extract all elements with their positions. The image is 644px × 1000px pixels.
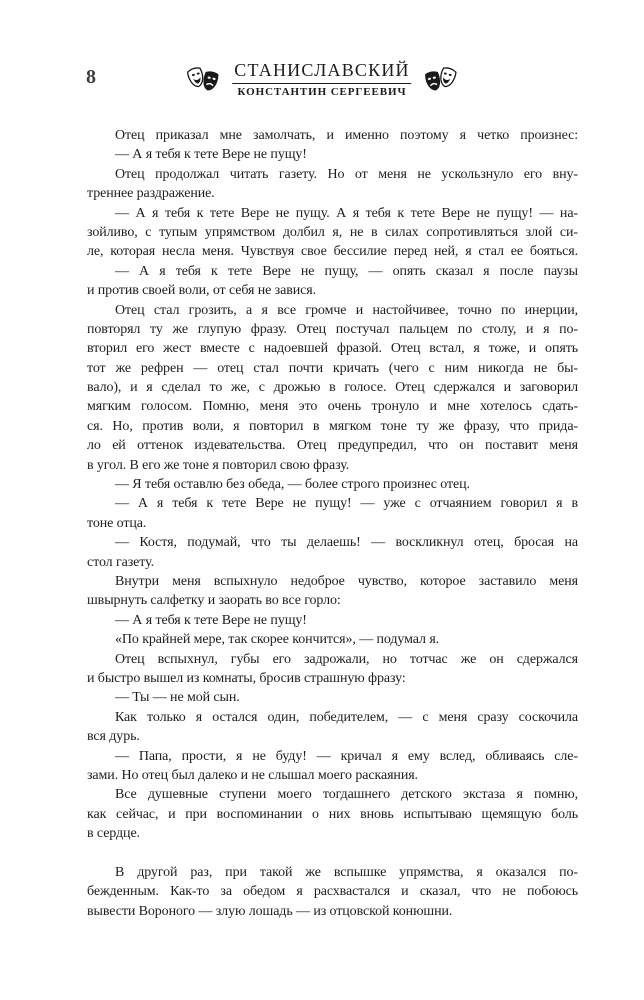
book-subtitle: КОНСТАНТИН СЕРГЕЕВИЧ	[237, 86, 407, 98]
text-line: «По крайней мере, так скорее кончится», — подумал я.	[115, 632, 440, 648]
paragraph	[87, 785, 578, 843]
paragraph	[87, 262, 578, 301]
paragraph	[87, 301, 578, 476]
text-line: — А я тебя к тете Вере не пущу. А я тебя к тете Вере не пущу! — на-	[115, 205, 578, 221]
text-line: Отец вспыхнул, губы его задрожали, но тотчас же он сдержался	[115, 651, 578, 667]
text-line: вся дурь.	[87, 729, 140, 745]
text-line: Все душевные ступени моего тогдашнего детского экстаза я помню,	[115, 787, 578, 803]
text-line: ле, которая несла меня. Чувствуя свое бессилие перед ней, я стал ее бояться.	[87, 244, 578, 260]
text-line: Отец продолжал читать газету. Но от меня не ускользнуло его вну-	[115, 166, 578, 182]
paragraph	[87, 165, 578, 204]
text-line: швырнуть салфетку и заорать во все горло:	[87, 593, 341, 609]
text-line: мягким голосом. Помню, меня это очень тронуло и мне хотелось сдать-	[87, 399, 578, 415]
text-line: и быстро вышел из комнаты, бросив страшную фразу:	[87, 670, 406, 686]
paragraph	[87, 145, 578, 164]
text-block	[87, 126, 578, 921]
paragraph	[87, 611, 578, 630]
paragraph	[87, 747, 578, 786]
text-line: В другой раз, при такой же вспышке упрямства, я оказался по-	[115, 864, 578, 880]
text-line: треннее раздражение.	[87, 186, 215, 202]
text-line: — А я тебя к тете Вере не пущу, — опять сказал я после паузы	[115, 263, 578, 279]
text-line: тот же рефрен — отец стал почти кричать (чего с ним никогда не бы-	[87, 360, 578, 376]
paragraph	[87, 494, 578, 533]
text-line: и против своей воли, от себя не завися.	[87, 283, 316, 299]
text-line: — А я тебя к тете Вере не пущу! — уже с отчаянием говорил я в	[115, 496, 578, 512]
paragraph	[87, 204, 578, 262]
text-line: вало), и я сделал то же, с дрожью в голосе. Отец сдержался и заговорил	[87, 380, 578, 396]
text-line: — Папа, прости, я не буду! — кричал я ему вслед, обливаясь сле-	[115, 748, 578, 764]
paragraph	[87, 863, 578, 921]
text-line: Внутри меня вспыхнуло недоброе чувство, которое заставило меня	[115, 573, 578, 589]
text-line: — Я тебя оставлю без обеда, — более строго произнес отец.	[115, 477, 470, 493]
text-line: — А я тебя к тете Вере не пущу!	[115, 147, 307, 163]
running-head-titles	[232, 60, 411, 98]
text-line: тоне отца.	[87, 515, 147, 531]
text-line: ся. Но, против воли, я повторил в мягком тоне ту же фразу, что прида-	[87, 418, 578, 434]
text-line: — Костя, подумай, что ты делаешь! — воскликнул отец, бросая на	[115, 535, 578, 551]
text-line: вторил его жест вместе с надоевшей фразой. Отец встал, я тоже, и опять	[87, 341, 578, 357]
theater-masks-left-icon	[183, 65, 223, 93]
text-line: повторял ту же глупую фразу. Отец постучал пальцем по столу, и я по-	[87, 321, 578, 337]
text-line: в угол. В его же тоне я повторил свою фразу.	[87, 457, 350, 473]
text-line: стол газету.	[87, 554, 154, 570]
text-line: в сердце.	[87, 826, 140, 842]
running-head	[183, 60, 460, 98]
text-line: — А я тебя к тете Вере не пущу!	[115, 612, 307, 628]
text-line: Отец приказал мне замолчать, и именно поэтому я четко произнес:	[115, 128, 578, 143]
text-line: бежденным. Как-то за обедом я расхвастался и сказал, что не побоюсь	[87, 884, 578, 900]
text-line: как сейчас, и при воспоминании о них вновь испытываю щемящую боль	[87, 806, 578, 822]
paragraph	[87, 688, 578, 707]
theater-masks-right-icon	[421, 65, 461, 93]
page-number: 8	[86, 66, 96, 88]
paragraph	[87, 572, 578, 611]
text-line: — Ты — не мой сын.	[115, 690, 240, 706]
paragraph	[87, 630, 578, 649]
text-line: Отец стал грозить, а я все громче и настойчивее, точно по инерции,	[115, 302, 578, 318]
text-line: Как только я остался один, победителем, — с меня сразу соскочила	[115, 709, 578, 725]
text-line: зами. Но отец был далеко и не слышал моего раскаяния.	[87, 767, 418, 783]
text-line: ло ей оттенок издевательства. Отец предупредил, что он поставит меня	[87, 438, 578, 454]
paragraph	[87, 475, 578, 494]
paragraph	[87, 533, 578, 572]
text-line: зойливо, с тупым упрямством долбил я, не в силах сопротивляться злой си-	[87, 224, 578, 240]
paragraph	[87, 708, 578, 747]
text-line: вывести Вороного — злую лошадь — из отцовской конюшни.	[87, 903, 453, 919]
section-break	[87, 843, 578, 862]
paragraph	[87, 650, 578, 689]
paragraph	[87, 126, 578, 145]
book-title: СТАНИСЛАВСКИЙ	[232, 60, 411, 84]
